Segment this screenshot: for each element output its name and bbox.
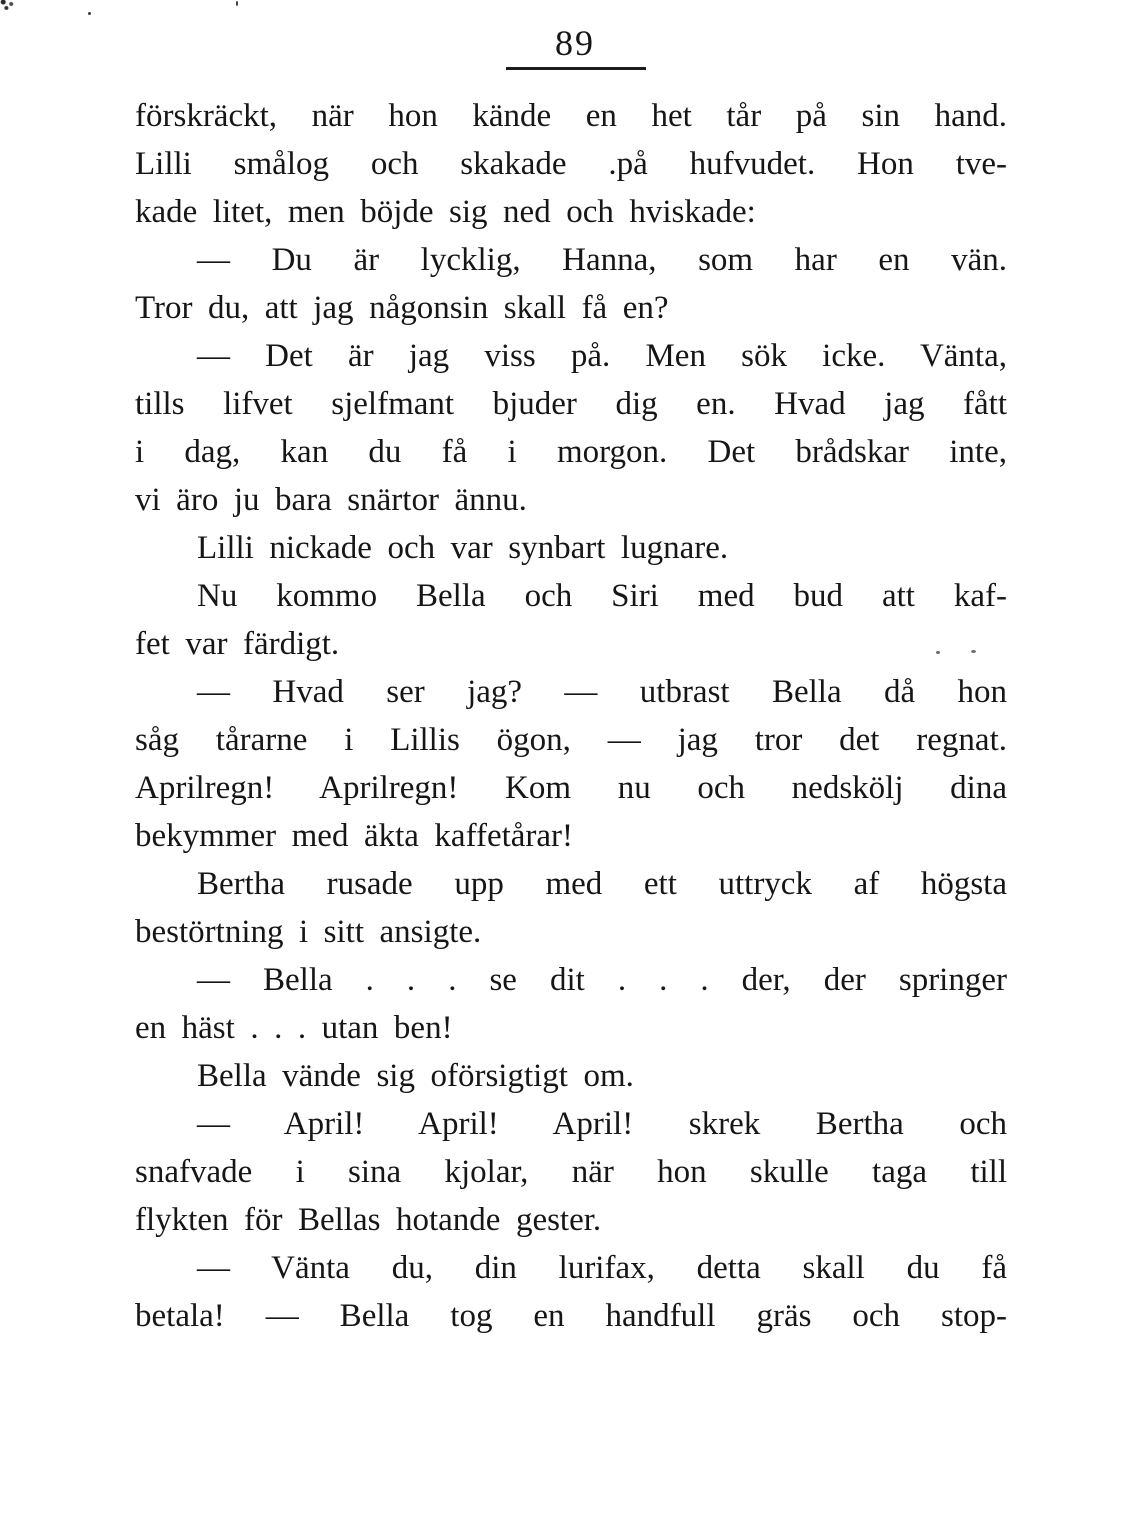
text-line: — Du är lycklig, Hanna, som har en vän. — [197, 242, 1007, 278]
scan-speck — [88, 12, 91, 15]
scan-speck — [971, 650, 976, 653]
body-text — [135, 92, 1007, 1340]
text-line: — April! April! April! skrek Bertha och — [197, 1106, 1007, 1142]
text-line: tills lifvet sjelfmant bjuder dig en. Hvad jag fått — [135, 386, 1007, 422]
scan-speck — [936, 651, 940, 654]
text-line: snafvade i sina kjolar, när hon skulle taga till — [135, 1154, 1007, 1190]
text-line: — Hvad ser jag? — utbrast Bella då hon — [197, 674, 1007, 710]
text-line: i dag, kan du få i morgon. Det brådskar inte, — [135, 434, 1007, 470]
text-line: — Det är jag viss på. Men sök icke. Vänta, — [197, 338, 1007, 374]
text-line: — Vänta du, din lurifax, detta skall du få — [197, 1250, 1007, 1286]
text-line: såg tårarne i Lillis ögon, — jag tror det regnat. — [135, 722, 1007, 758]
text-line: bestörtning i sitt ansigte. — [135, 914, 482, 950]
text-line: vi äro ju bara snärtor ännu. — [135, 482, 527, 518]
text-line: flykten för Bellas hotande gester. — [135, 1202, 602, 1238]
text-line: Bella vände sig oförsigtigt om. — [197, 1058, 634, 1094]
text-line: fet var färdigt. — [135, 626, 340, 662]
text-line: Bertha rusade upp med ett uttryck af högsta — [197, 866, 1007, 902]
text-line: kade litet, men böjde sig ned och hviskade: — [135, 194, 756, 230]
text-line: Nu kommo Bella och Siri med bud att kaf- — [197, 578, 1007, 614]
text-line: betala! — Bella tog en handfull gräs och stop- — [135, 1298, 1007, 1334]
text-line: Lilli smålog och skakade .på hufvudet. Hon tve- — [135, 146, 1007, 182]
scan-speck — [0, 0, 16, 10]
text-line: Lilli nickade och var synbart lugnare. — [197, 530, 729, 566]
text-line: en häst . . . utan ben! — [135, 1010, 453, 1046]
text-line: Aprilregn! Aprilregn! Kom nu och nedskölj dina — [135, 770, 1007, 806]
text-line: Tror du, att jag någonsin skall få en? — [135, 290, 669, 326]
page-number-rule — [506, 67, 646, 70]
text-line: bekymmer med äkta kaffetårar! — [135, 818, 574, 854]
text-line: — Bella . . . se dit . . . der, der springer — [197, 962, 1007, 998]
page-number: 89 — [555, 23, 595, 63]
text-line: förskräckt, när hon kände en het tår på sin hand. — [135, 98, 1007, 134]
scan-speck — [236, 1, 238, 6]
